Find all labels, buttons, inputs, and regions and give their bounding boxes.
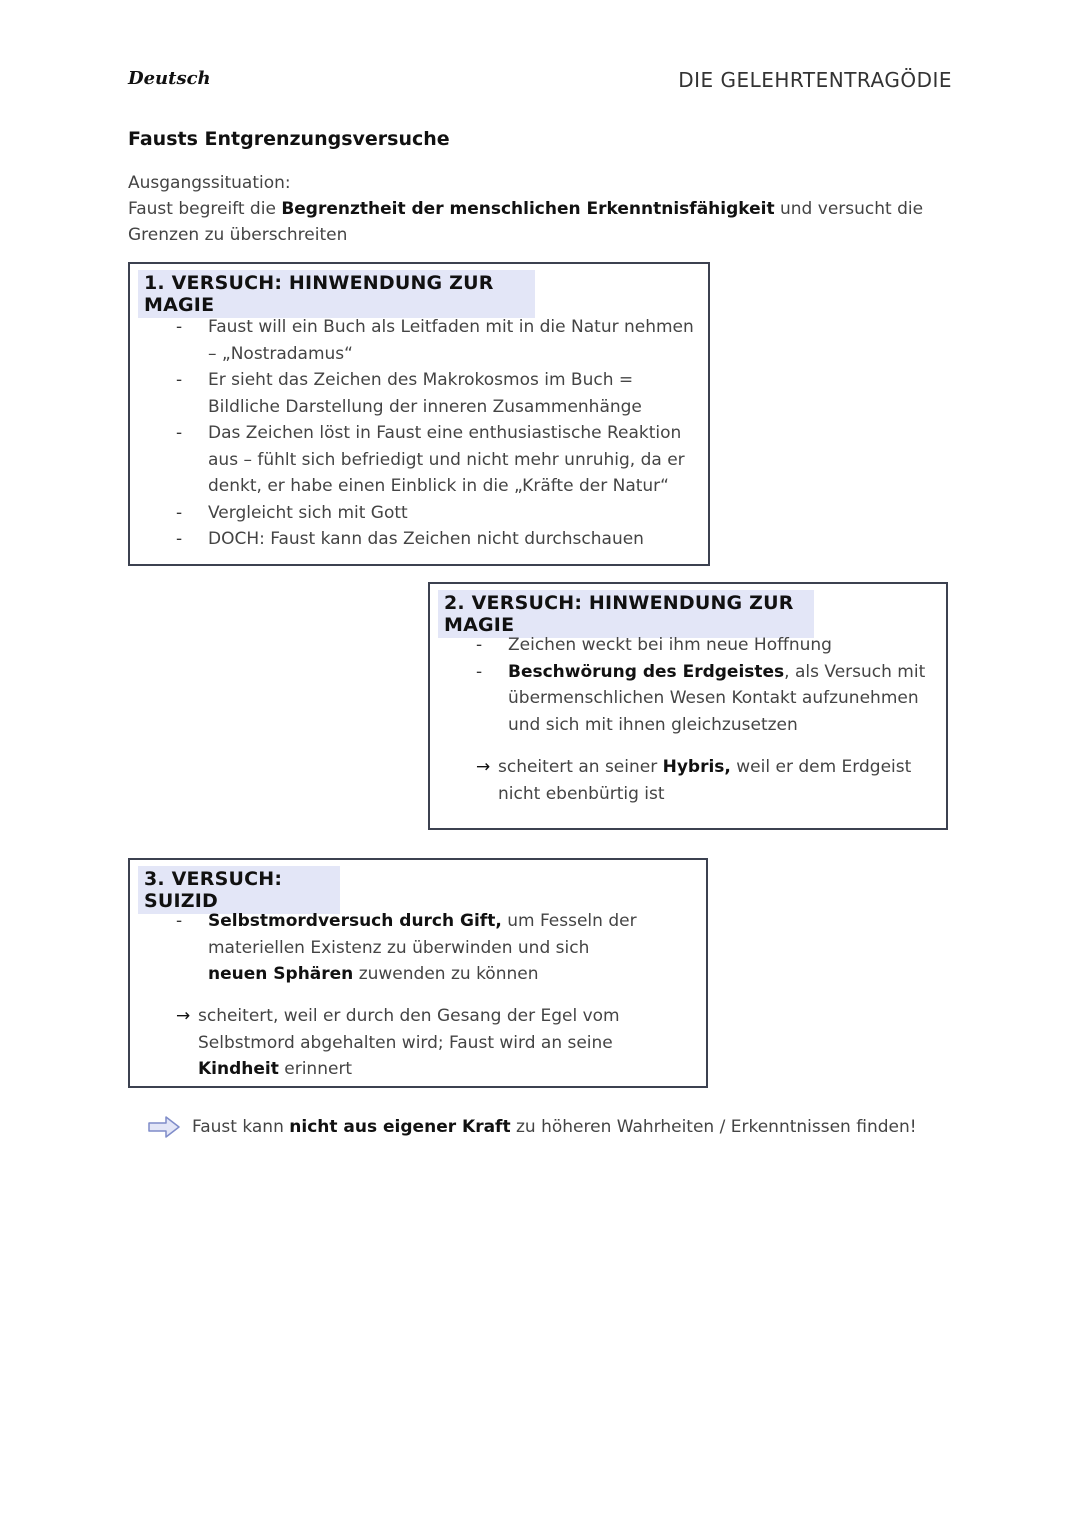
- list-item: - Zeichen weckt bei ihm neue Hoffnung: [476, 632, 926, 659]
- conclusion-before: Faust kann: [192, 1117, 290, 1137]
- result-text: [176, 1003, 696, 1083]
- item-end: zuwenden zu können: [353, 964, 539, 984]
- attempt-3-heading: 3. VERSUCH: SUIZID: [138, 866, 340, 914]
- intro-text-after: und versucht die Grenzen zu überschreiten: [128, 199, 924, 245]
- attempt-2-result: [476, 754, 926, 807]
- topic-heading: DIE GELEHRTENTRAGÖDIE: [678, 68, 952, 92]
- attempt-3-box: [128, 858, 708, 1088]
- conclusion: [148, 1116, 917, 1138]
- list-item: [476, 659, 926, 739]
- attempt-1-list: [176, 314, 698, 553]
- result-after: erinnert: [278, 1059, 353, 1079]
- conclusion-bold: nicht aus eigener Kraft: [289, 1117, 511, 1137]
- double-arrow-right-icon: [148, 1116, 180, 1138]
- intro-label: Ausgangssituation:: [128, 173, 291, 193]
- item-bold: Beschwörung des Erdgeistes: [508, 661, 785, 682]
- attempt-3-list: [176, 908, 646, 988]
- attempt-2-heading: 2. VERSUCH: HINWENDUNG ZUR MAGIE: [438, 590, 814, 638]
- page-title: Fausts Entgrenzungsversuche: [128, 128, 450, 150]
- result-after: weil er dem Erdgeist nicht ebenbürtig ist: [498, 757, 912, 804]
- attempt-2-box: [428, 582, 948, 830]
- arrow-right-icon: →: [176, 1006, 191, 1026]
- attempt-2-list: [476, 632, 926, 738]
- intro-text-before: Faust begreift die: [128, 199, 282, 219]
- attempt-3-result: [176, 1003, 696, 1083]
- item-mid: um Fesseln der materiellen Existenz zu überwinden und sich: [208, 911, 637, 958]
- list-item: - DOCH: Faust kann das Zeichen nicht durchschauen: [176, 526, 698, 553]
- result-bold: Hybris,: [662, 757, 731, 777]
- list-item: - Vergleicht sich mit Gott: [176, 500, 698, 527]
- intro-section: [128, 170, 958, 248]
- result-before: scheitert an seiner: [498, 757, 663, 777]
- item-rest: , als Versuch mit übermenschlichen Wesen Kontakt aufzunehmen und sich mit ihnen gleichzusetzen: [508, 661, 926, 735]
- attempt-1-box: [128, 262, 710, 566]
- result-before: scheitert, weil er durch den Gesang der Egel vom Selbstmord abgehalten wird; Faust wird an seine: [198, 1006, 620, 1053]
- list-item: - Faust will ein Buch als Leitfaden mit in die Natur nehmen – „Nostradamus“: [176, 314, 698, 367]
- list-item: - Das Zeichen löst in Faust eine enthusiastische Reaktion aus – fühlt sich befriedigt und nicht mehr unruhig, da er denkt, er habe einen Einblick in die „Kräfte der Natur“: [176, 420, 698, 500]
- item-bold-2: neuen Sphären: [208, 964, 354, 984]
- result-text: [476, 754, 926, 807]
- list-item: - Er sieht das Zeichen des Makrokosmos im Buch = Bildliche Darstellung der inneren Zusammenhänge: [176, 367, 698, 420]
- conclusion-after: zu höheren Wahrheiten / Erkenntnissen finden!: [510, 1117, 917, 1137]
- attempt-1-heading: 1. VERSUCH: HINWENDUNG ZUR MAGIE: [138, 270, 535, 318]
- list-item: [176, 908, 646, 988]
- result-bold: Kindheit: [198, 1059, 279, 1079]
- intro-text: [128, 196, 958, 248]
- item-bold-1: Selbstmordversuch durch Gift,: [208, 911, 502, 931]
- subject-label: Deutsch: [128, 68, 211, 89]
- intro-text-bold: Begrenztheit der menschlichen Erkenntnisfähigkeit: [281, 199, 775, 219]
- arrow-right-icon: →: [476, 757, 491, 777]
- conclusion-text: [192, 1117, 917, 1137]
